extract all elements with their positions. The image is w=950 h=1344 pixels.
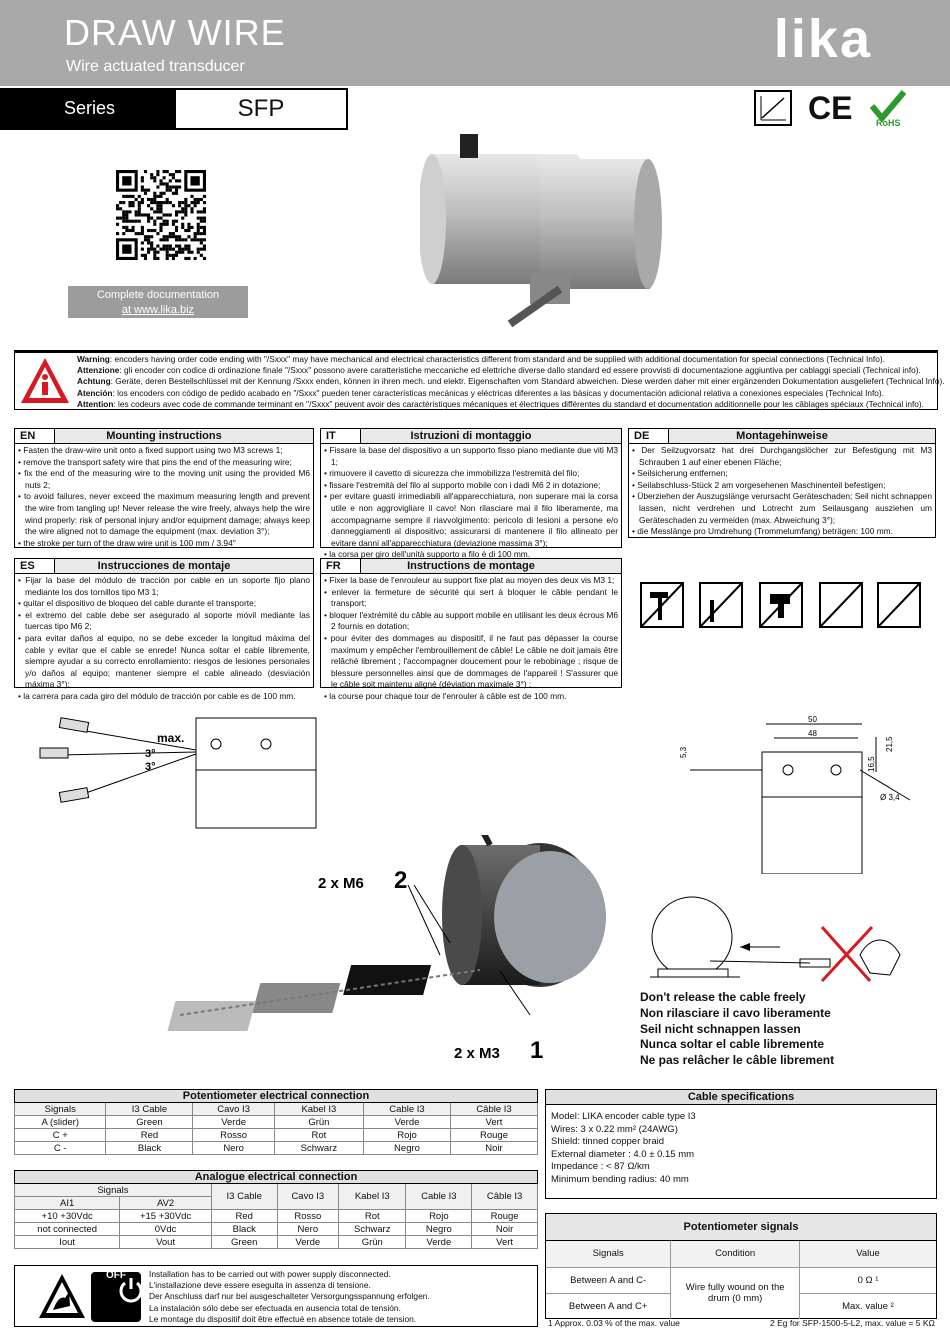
svg-text:RoHS: RoHS (876, 118, 901, 128)
table-cell: Rot (274, 1129, 363, 1142)
instruction-item: • quitar el dispositivo de bloqueo del cable durante el transporte; (18, 598, 310, 610)
series-value: SFP (174, 88, 348, 130)
ana-conn-header: Câble I3 (472, 1184, 538, 1210)
instructions-title: Istruzioni di montaggio (410, 430, 532, 442)
doc-subtitle: Wire actuated transducer (66, 58, 245, 75)
svg-text:16,5: 16,5 (867, 756, 876, 772)
instruction-item: • per evitare guasti irrimediabili all'apparecchiatura, non superare mai la corsa utile e non aggrovigliare il cavo! Non rilasciare mai il filo liberamente, ma accompagnarne sempre il riavvolgimento: pericolo di lesioni a persone e/o danneggiamenti al dispositivo; assicurarsi di mantenere il filo allineato per evitare danni all'apparecchiatura (deviazione massima 3°); (324, 491, 618, 549)
pot-sig-row2: Between A and C+ (546, 1293, 671, 1319)
language-code: FR (321, 559, 361, 573)
table-cell: Black (106, 1142, 193, 1155)
instructions-header (629, 429, 935, 444)
instruction-item: • fissare l'estremità del filo al supporto mobile con i dadi M6 2 in dotazione; (324, 480, 618, 492)
instruction-item: • la course pour chaque tour de l'enrouler à câble est de 100 mm. (324, 691, 618, 703)
power-off-icon: OFF (91, 1272, 141, 1322)
table-cell: Grün (274, 1116, 363, 1129)
potentiometer-connection-table (14, 1089, 538, 1155)
instruction-item: • to avoid failures, never exceed the maximum measuring length and prevent the wire from tangling up! Never release the wire freely, always help the wire wind properly: risk of personal injury and/or equipment damage; always keep the wire aligned not to damage the equipment (max. deviation 3°); (18, 491, 310, 537)
table-row (15, 1116, 538, 1129)
table-cell: A (slider) (15, 1116, 106, 1129)
instruction-item: • pour éviter des dommages au dispositif, il ne faut pas dépasser la course maximum y empêcher l'embrouillement de câble! Le câble ne doit jamais être relâché librement ; l'accompagner doucement pour le rebobinage ; risque de blessure personnelles ainsi que de dommages de l'appareil ! S'assurer que le câble soit maintenu aligné (déviation maximale 3°) ; (324, 633, 618, 691)
table-cell: Nero (193, 1142, 274, 1155)
documentation-link[interactable] (68, 286, 248, 318)
release-cable-illustration (650, 895, 910, 985)
ana-conn-title: Analogue electrical connection (15, 1171, 538, 1184)
analogue-connection-table (14, 1170, 538, 1249)
table-cell: Verde (364, 1116, 451, 1129)
language-code: DE (629, 429, 669, 443)
instructions-title: Montagehinweise (736, 430, 828, 442)
pot-sig-row1: Between A and C- (546, 1267, 671, 1293)
table-row (15, 1142, 538, 1155)
table-cell: Green (211, 1236, 277, 1249)
table-cell: Verde (406, 1236, 472, 1249)
pot-sig-value1: 0 Ω ¹ (799, 1267, 936, 1293)
ana-conn-header: Cavo I3 (277, 1184, 338, 1210)
warning-info-icon (19, 355, 71, 407)
table-cell: not connected (15, 1223, 120, 1236)
svg-text:2 x M6: 2 x M6 (318, 875, 364, 892)
instruction-item: • enlever la fermeture de sécurité qui sert à bloquer le câble pendant le transport; (324, 587, 618, 610)
table-row (15, 1236, 538, 1249)
dimension-drawing (670, 712, 936, 874)
svg-text:3°: 3° (145, 748, 156, 760)
language-code: EN (15, 429, 55, 443)
table-cell: Negro (406, 1223, 472, 1236)
instruction-item: • Fissare la base del dispositivo a un supporto fisso piano mediante due viti M3 1; (324, 445, 618, 468)
pot-conn-header: Kabel I3 (274, 1103, 363, 1116)
table-row (15, 1223, 538, 1236)
instruction-item: • fix the end of the measuring wire to the moving unit using the provided M6 nuts 2; (18, 468, 310, 491)
pot-sig-header-value: Value (799, 1241, 936, 1267)
cable-spec-line: Wires: 3 x 0.22 mm² (24AWG) (551, 1123, 678, 1135)
lika-logo: lika (773, 9, 872, 69)
mounting-illustration (150, 835, 620, 1065)
instruction-item: • Fixer la base de l'enrouleur au support fixe plat au moyen des deux vis M3 1; (324, 575, 618, 587)
cable-spec-line: Minimum bending radius: 40 mm (551, 1173, 689, 1185)
table-cell: Vert (450, 1116, 537, 1129)
table-cell: +15 +30Vdc (120, 1210, 212, 1223)
pot-signals-title: Potentiometer signals (546, 1214, 936, 1241)
svg-text:48: 48 (808, 729, 817, 738)
table-cell: C - (15, 1142, 106, 1155)
header-band (0, 0, 950, 86)
svg-text:2: 2 (394, 867, 408, 894)
instructions-header (321, 559, 621, 574)
warning-line: Atención: los encoders con código de pedido acabado en "/Sxxx" pueden tener características mecánicas y eléctricas diferentes a las básicas y documentación adicional relativa a conexiones especiales (Technical Info). (77, 387, 884, 398)
table-cell: Rouge (450, 1129, 537, 1142)
svg-text:5,3: 5,3 (679, 746, 688, 758)
language-code: ES (15, 559, 55, 573)
table-cell: Rojo (406, 1210, 472, 1223)
table-cell: Schwarz (274, 1142, 363, 1155)
instruction-item: • Fasten the draw-wire unit onto a fixed support using two M3 screws 1; (18, 445, 310, 457)
instruction-item: • rimuovere il cavetto di sicurezza che immobilizza l'estremità del filo; (324, 468, 618, 480)
cable-spec-line: Model: LIKA encoder cable type I3 (551, 1111, 696, 1122)
ana-ai1-header: AI1 (15, 1197, 120, 1210)
doc-line-2[interactable]: at www.lika.biz (121, 304, 195, 316)
series-label: Series (0, 88, 174, 130)
qr-code[interactable] (116, 170, 206, 260)
table-cell: Rosso (277, 1210, 338, 1223)
table-cell: Rosso (193, 1129, 274, 1142)
ana-conn-header: Cable I3 (406, 1184, 472, 1210)
safety-box (14, 1265, 538, 1327)
instruction-item: • el extremo del cable debe ser asegurado al soporte móvil mediante las tuercas tipo M6 2; (18, 610, 310, 633)
instructions-title: Instrucciones de montaje (97, 560, 231, 572)
ana-conn-header: Kabel I3 (339, 1184, 406, 1210)
table-cell: 0Vdc (120, 1223, 212, 1236)
cable-spec-title: Cable specifications (546, 1090, 936, 1105)
instruction-item: • Überziehen der Auszugslänge verursacht Geräteschaden; Seil nicht schnappen lassen, nicht verdrehen und Lotrecht zum Seilausgang ausziehen um Geräteschaden zu vermeiden (max. Abweichung 3°); (632, 491, 932, 526)
pot-sig-condition: Wire fully wound on the drum (0 mm) (671, 1267, 800, 1319)
instructions-it (320, 428, 622, 560)
cable-specifications (545, 1089, 937, 1199)
table-cell: Rouge (472, 1210, 538, 1223)
table-cell: Grün (339, 1236, 406, 1249)
table-cell: Red (211, 1210, 277, 1223)
footnote-1: 1 Approx. 0.03 % of the max. value (548, 1318, 680, 1328)
instruction-item: • para evitar daños al equipo, no se debe exceder la longitud máxima del cable y evitar que el cable se enrede! Nunca soltar el cable libremente, siempre ayudar a su correcto enrollamiento: riesgos de lesiones personales y/o daños al equipo; mantener siempre el cable alineado (desviación máxima 3°); (18, 633, 310, 691)
instructions-header (321, 429, 621, 444)
ana-av2-header: AV2 (120, 1197, 212, 1210)
footnote-2: 2 Eg for SFP-1500-5-L2, max. value = 5 KΩ (770, 1318, 935, 1328)
instruction-item: • die Messlänge pro Umdrehung (Trommelumfang) beträgen: 100 mm. (632, 526, 932, 538)
svg-text:1: 1 (530, 1037, 544, 1064)
instruction-item: • remove the transport safety wire that pins the end of the measuring wire; (18, 457, 310, 469)
rohs-icon (868, 88, 908, 128)
cable-spec-line: External diameter : 4.0 ± 0.15 mm (551, 1148, 695, 1160)
ce-mark: CE (808, 90, 853, 126)
wire-angle-diagram (20, 710, 320, 830)
svg-text:50: 50 (808, 715, 817, 724)
pot-conn-header: I3 Cable (106, 1103, 193, 1116)
release-warning-text: Don't release the cable freely Non rilasciare il cavo liberamente Seil nicht schnappen lassen Nunca soltar el cable libremente Ne pas relâcher le câble librement (640, 990, 835, 1068)
instruction-item: • Seilabschluss-Stück 2 am vorgesehenen Maschinenteil befestigen; (632, 480, 932, 492)
instructions-title: Mounting instructions (106, 430, 222, 442)
pot-sig-header-signals: Signals (546, 1241, 671, 1267)
table-cell: Iout (15, 1236, 120, 1249)
ana-signals-header: Signals (15, 1184, 212, 1197)
prohibition-icons (640, 582, 936, 632)
instructions-title: Instructions de montage (407, 560, 535, 572)
instructions-header (15, 559, 313, 574)
table-cell: Noir (450, 1142, 537, 1155)
cable-spec-line: Impedance : < 87 Ω/km (551, 1161, 650, 1173)
instruction-item: • bloquer l'extrémité du câble au support mobile en utilisant les deux écrous M6 2 fournis en dotation; (324, 610, 618, 633)
instruction-item: • la carrera para cada giro del módulo de tracción por cable es de 100 mm. (18, 691, 310, 703)
table-row (15, 1210, 538, 1223)
svg-text:2 x M3: 2 x M3 (454, 1045, 500, 1062)
instructions-fr (320, 558, 622, 701)
linear-output-icon (754, 90, 792, 126)
svg-text:3°: 3° (145, 761, 156, 773)
doc-line-1: Complete documentation (96, 289, 220, 301)
table-cell: Verde (277, 1236, 338, 1249)
instructions-en (14, 428, 314, 548)
cable-spec-line: Shield: tinned copper braid (551, 1136, 665, 1148)
table-cell: Red (106, 1129, 193, 1142)
instructions-header (15, 429, 313, 444)
table-cell: Rot (339, 1210, 406, 1223)
esd-warning-icon (37, 1272, 87, 1322)
warning-line: Attenzione: gli encoder con codice di ordinazione finale "/Sxxx" possono avere caratteristiche meccaniche ed elettriche diverse dallo standard ed essere provvisti di documentazione aggiuntiva per cablaggi speciali (Technical info). (77, 365, 921, 376)
table-cell: C + (15, 1129, 106, 1142)
pot-conn-header: Signals (15, 1103, 106, 1116)
safety-text: Installation has to be carried out with power supply disconnected. L'installazione deve essere eseguita in assenza di tensione. Der Anschluss darf nur bei ausgeschalteter Versorgungsspannung erfolgen. La instalación sólo debe ser efectuada en ausencia total de tensión. Le montage du dispositif doit être effectué en absence totale de tension. (149, 1269, 430, 1324)
product-photo (420, 124, 670, 334)
table-cell: Verde (193, 1116, 274, 1129)
svg-text:max.: max. (157, 731, 185, 745)
potentiometer-signals (545, 1213, 937, 1319)
table-row (15, 1129, 538, 1142)
pot-sig-header-condition: Condition (671, 1241, 800, 1267)
pot-conn-header: Câble I3 (450, 1103, 537, 1116)
warning-text (77, 354, 945, 410)
table-cell: Negro (364, 1142, 451, 1155)
svg-text:Ø 3,4: Ø 3,4 (880, 793, 900, 802)
instructions-es (14, 558, 314, 701)
table-cell: +10 +30Vdc (15, 1210, 120, 1223)
table-cell: Noir (472, 1223, 538, 1236)
table-cell: Vert (472, 1236, 538, 1249)
language-code: IT (321, 429, 361, 443)
pot-sig-value2: Max. value ² (842, 1300, 894, 1312)
table-cell: Green (106, 1116, 193, 1129)
table-cell: Vout (120, 1236, 212, 1249)
pot-conn-header: Cable I3 (364, 1103, 451, 1116)
table-cell: Schwarz (339, 1223, 406, 1236)
table-cell: Black (211, 1223, 277, 1236)
pot-conn-header: Cavo I3 (193, 1103, 274, 1116)
table-cell: Nero (277, 1223, 338, 1236)
warning-line: Achtung: Geräte, deren Bestellschlüssel mit der Kennung /Sxxx enden, können in ihren mech. und elektr. Eigenschaften vom Standard abweichen. Diese werden daher mit einer ergänzenden Dokumentation ausgeliefert (Technical Info). (77, 376, 945, 387)
instruction-item: • Der Seilzugvorsatz hat drei Durchgangslöcher zur Befestigung mit M3 Schrauben 1 auf einer ebenen Fläche; (632, 445, 932, 468)
doc-title: DRAW WIRE (64, 12, 286, 53)
ana-conn-header: I3 Cable (211, 1184, 277, 1210)
warning-line: Warning: encoders having order code ending with "/Sxxx" may have mechanical and electrical characteristics different from standard and be supplied with additional documentation for special connections (Technical Info). (77, 354, 885, 364)
instruction-item: • Seilsicherung entfernen; (632, 468, 932, 480)
table-cell: Rojo (364, 1129, 451, 1142)
svg-text:21,5: 21,5 (885, 736, 894, 752)
instructions-de (628, 428, 936, 538)
warning-line: Attention: les codeurs avec code de commande terminant en "/Sxxx" peuvent avoir des caractéristiques mécaniques et électriques différentes du standard et documentation additionnelle pour les câblages spéciaux (Technical info). (77, 398, 924, 409)
instruction-item: • Fijar la base del módulo de tracción por cable en un soporte fijo plano mediante los dos tornillos tipo M3 1; (18, 575, 310, 598)
instruction-item: • the stroke per turn of the draw wire unit is 100 mm / 3.94" (18, 538, 310, 550)
warning-box (14, 350, 945, 410)
instruction-item: • la corsa per giro dell'unità supporto a filo è di 100 mm. (324, 549, 618, 561)
pot-conn-title: Potentiometer electrical connection (15, 1090, 538, 1103)
